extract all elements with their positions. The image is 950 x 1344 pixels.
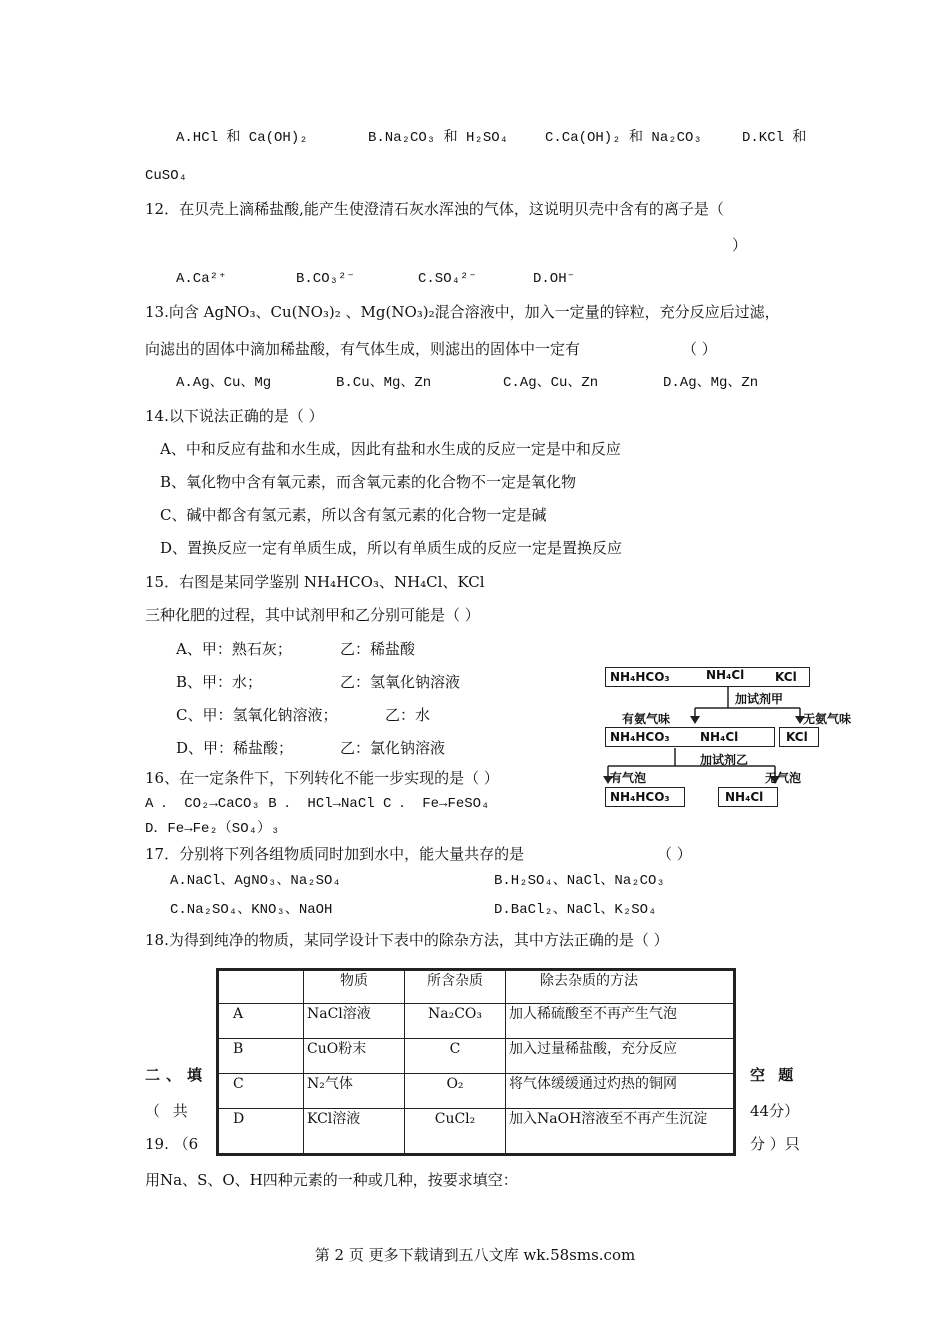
q15-option-a-yi: 乙：稀盐酸 [340,640,416,658]
table-cell: A [218,1004,304,1039]
q13-option-b: B.Cu、Mg、Zn [336,375,432,391]
q15-option-b-yi: 乙：氢氧化钠溶液 [340,673,461,691]
q15-stem-line1: 15．右图是某同学鉴别 NH₄HCO₃、NH₄Cl、KCl [145,573,485,591]
q11-option-b: B.Na₂CO₃ 和 H₂SO₄ [368,130,509,146]
q16-option-d: D．Fe→Fe₂（SO₄）₃ [145,821,280,837]
q15-option-b-jia: B、甲：水； [176,673,263,691]
table-cell: D [218,1109,304,1155]
table-row [218,1004,735,1039]
q19-number-left: 19. （6 [145,1135,199,1153]
q12-close-paren: ） [732,236,748,254]
table-cell: KCl溶液 [304,1109,405,1155]
q17-answer-paren: （ ） [657,845,692,863]
table-header-cell: 除去杂质的方法 [506,970,735,1004]
table-header-cell: 所含杂质 [405,970,506,1004]
table-cell: C [405,1039,506,1074]
q11-option-a: A.HCl 和 Ca(OH)₂ [176,130,308,146]
flowchart-label-bubbles: 有气泡 [610,771,647,785]
table-header-row [218,970,735,1004]
table-cell: CuCl₂ [405,1109,506,1155]
table-row [218,1074,735,1109]
flowchart-bottom-nh4cl: NH₄Cl [725,790,764,804]
q14-stem: 14.以下说法正确的是（ ） [145,407,324,425]
q13-stem-line1: 13.向含 AgNO₃、Cu(NO₃)₂ 、Mg(NO₃)₂混合溶液中，加入一定量的锌粒，充分反应后过滤， [145,303,780,321]
table-cell: C [218,1074,304,1109]
q14-option-a: A、中和反应有盐和水生成，因此有盐和水生成的反应一定是中和反应 [160,440,621,458]
flowchart-bottom-nh4hco3: NH₄HCO₃ [610,790,670,804]
table-cell: O₂ [405,1074,506,1109]
q19-number-right: 分 ）只 [750,1135,800,1153]
table-header-cell [218,970,304,1004]
q18-stem: 18.为得到纯净的物质，某同学设计下表中的除杂方法，其中方法正确的是（ ） [145,931,669,949]
q12-stem: 12．在贝壳上滴稀盐酸,能产生使澄清石灰水浑浊的气体，这说明贝壳中含有的离子是（ [145,200,724,218]
flowchart-mid-nh4hco3: NH₄HCO₃ [610,730,670,744]
q17-option-a: A.NaCl、AgNO₃、Na₂SO₄ [170,873,341,889]
q14-option-c: C、碱中都含有氢元素，所以含有氢元素的化合物一定是碱 [160,506,547,524]
flowchart-reagent-yi: 加试剂乙 [700,753,749,767]
flowchart-kcl-result: KCl [786,730,808,744]
q15-option-d-jia: D、甲：稀盐酸； [176,739,294,757]
q11-option-d-continued: CuSO₄ [145,168,188,184]
flowchart-label-no-bubbles: 无气泡 [765,771,802,785]
q17-option-c: C.Na₂SO₄、KNO₃、NaOH [170,902,333,918]
table-cell: 将气体缓缓通过灼热的铜网 [506,1074,735,1109]
section2-heading-left: 二、填 [145,1066,209,1084]
flowchart-top-kcl: KCl [775,670,797,684]
q15-option-c-yi: 乙：水 [385,706,431,724]
q12-option-a: A.Ca²⁺ [176,271,227,287]
q16-options-abc: A ． CO₂→CaCO₃ B ． HCl→NaCl C ． Fe→FeSO₄ [145,796,490,812]
q15-option-c-jia: C、甲：氢氧化钠溶液； [176,706,338,724]
flowchart-top-nh4hco3: NH₄HCO₃ [610,670,670,684]
flowchart-label-ammonia: 有氨气味 [622,712,671,726]
q14-option-d: D、置换反应一定有单质生成，所以有单质生成的反应一定是置换反应 [160,539,623,557]
q13-option-c: C.Ag、Cu、Zn [503,375,599,391]
table-cell: Na₂CO₃ [405,1004,506,1039]
section2-heading-right: 空 题 [750,1066,798,1084]
table-header-cell: 物质 [304,970,405,1004]
table-cell: B [218,1039,304,1074]
q15-option-a-jia: A、甲：熟石灰； [176,640,292,658]
table-cell: N₂气体 [304,1074,405,1109]
q12-option-d: D.OH⁻ [533,271,576,287]
q11-option-d: D.KCl 和 [742,130,807,146]
q12-option-c: C.SO₄²⁻ [418,271,477,287]
q17-stem: 17．分别将下列各组物质同时加到水中，能大量共存的是 [145,845,525,863]
q16-stem: 16、在一定条件下，下列转化不能一步实现的是（ ） [145,769,499,787]
q15-option-d-yi: 乙：氯化钠溶液 [340,739,446,757]
table-row [218,1039,735,1074]
q15-stem-line2: 三种化肥的过程，其中试剂甲和乙分别可能是（ ） [145,606,480,624]
q13-answer-paren: （ ） [682,340,717,358]
q17-option-d: D.BaCl₂、NaCl、K₂SO₄ [494,902,657,918]
flowchart-reagent-jia: 加试剂甲 [735,692,784,706]
q13-stem-line2: 向滤出的固体中滴加稀盐酸，有气体生成，则滤出的固体中一定有 [145,340,581,358]
flowchart-mid-nh4cl: NH₄Cl [700,730,739,744]
q13-option-d: D.Ag、Mg、Zn [663,375,759,391]
table-cell: NaCl溶液 [304,1004,405,1039]
table-cell: CuO粉末 [304,1039,405,1074]
section2-total-left: （ 共 [145,1102,192,1120]
q14-option-b: B、氧化物中含有氧元素，而含氧元素的化合物不一定是氧化物 [160,473,577,491]
q17-option-b: B.H₂SO₄、NaCl、Na₂CO₃ [494,873,665,889]
section2-total-right: 44分） [750,1102,800,1120]
q13-option-a: A.Ag、Cu、Mg [176,375,272,391]
q12-option-b: B.CO₃²⁻ [296,271,355,287]
flowchart-top-nh4cl: NH₄Cl [706,668,745,682]
page-footer: 第 2 页 更多下载请到五八文库 wk.58sms.com [314,1246,636,1264]
table-row [218,1109,735,1155]
table-cell: 加入NaOH溶液至不再产生沉淀 [506,1109,735,1155]
flowchart-label-no-ammonia: 无氨气味 [803,712,852,726]
table-cell: 加入过量稀盐酸，充分反应 [506,1039,735,1074]
q19-instruction: 用Na、S、O、H四种元素的一种或几种，按要求填空： [145,1171,518,1189]
q18-impurity-table [216,968,736,1156]
q11-option-c: C.Ca(OH)₂ 和 Na₂CO₃ [545,130,702,146]
table-cell: 加人稀硫酸至不再产生气泡 [506,1004,735,1039]
